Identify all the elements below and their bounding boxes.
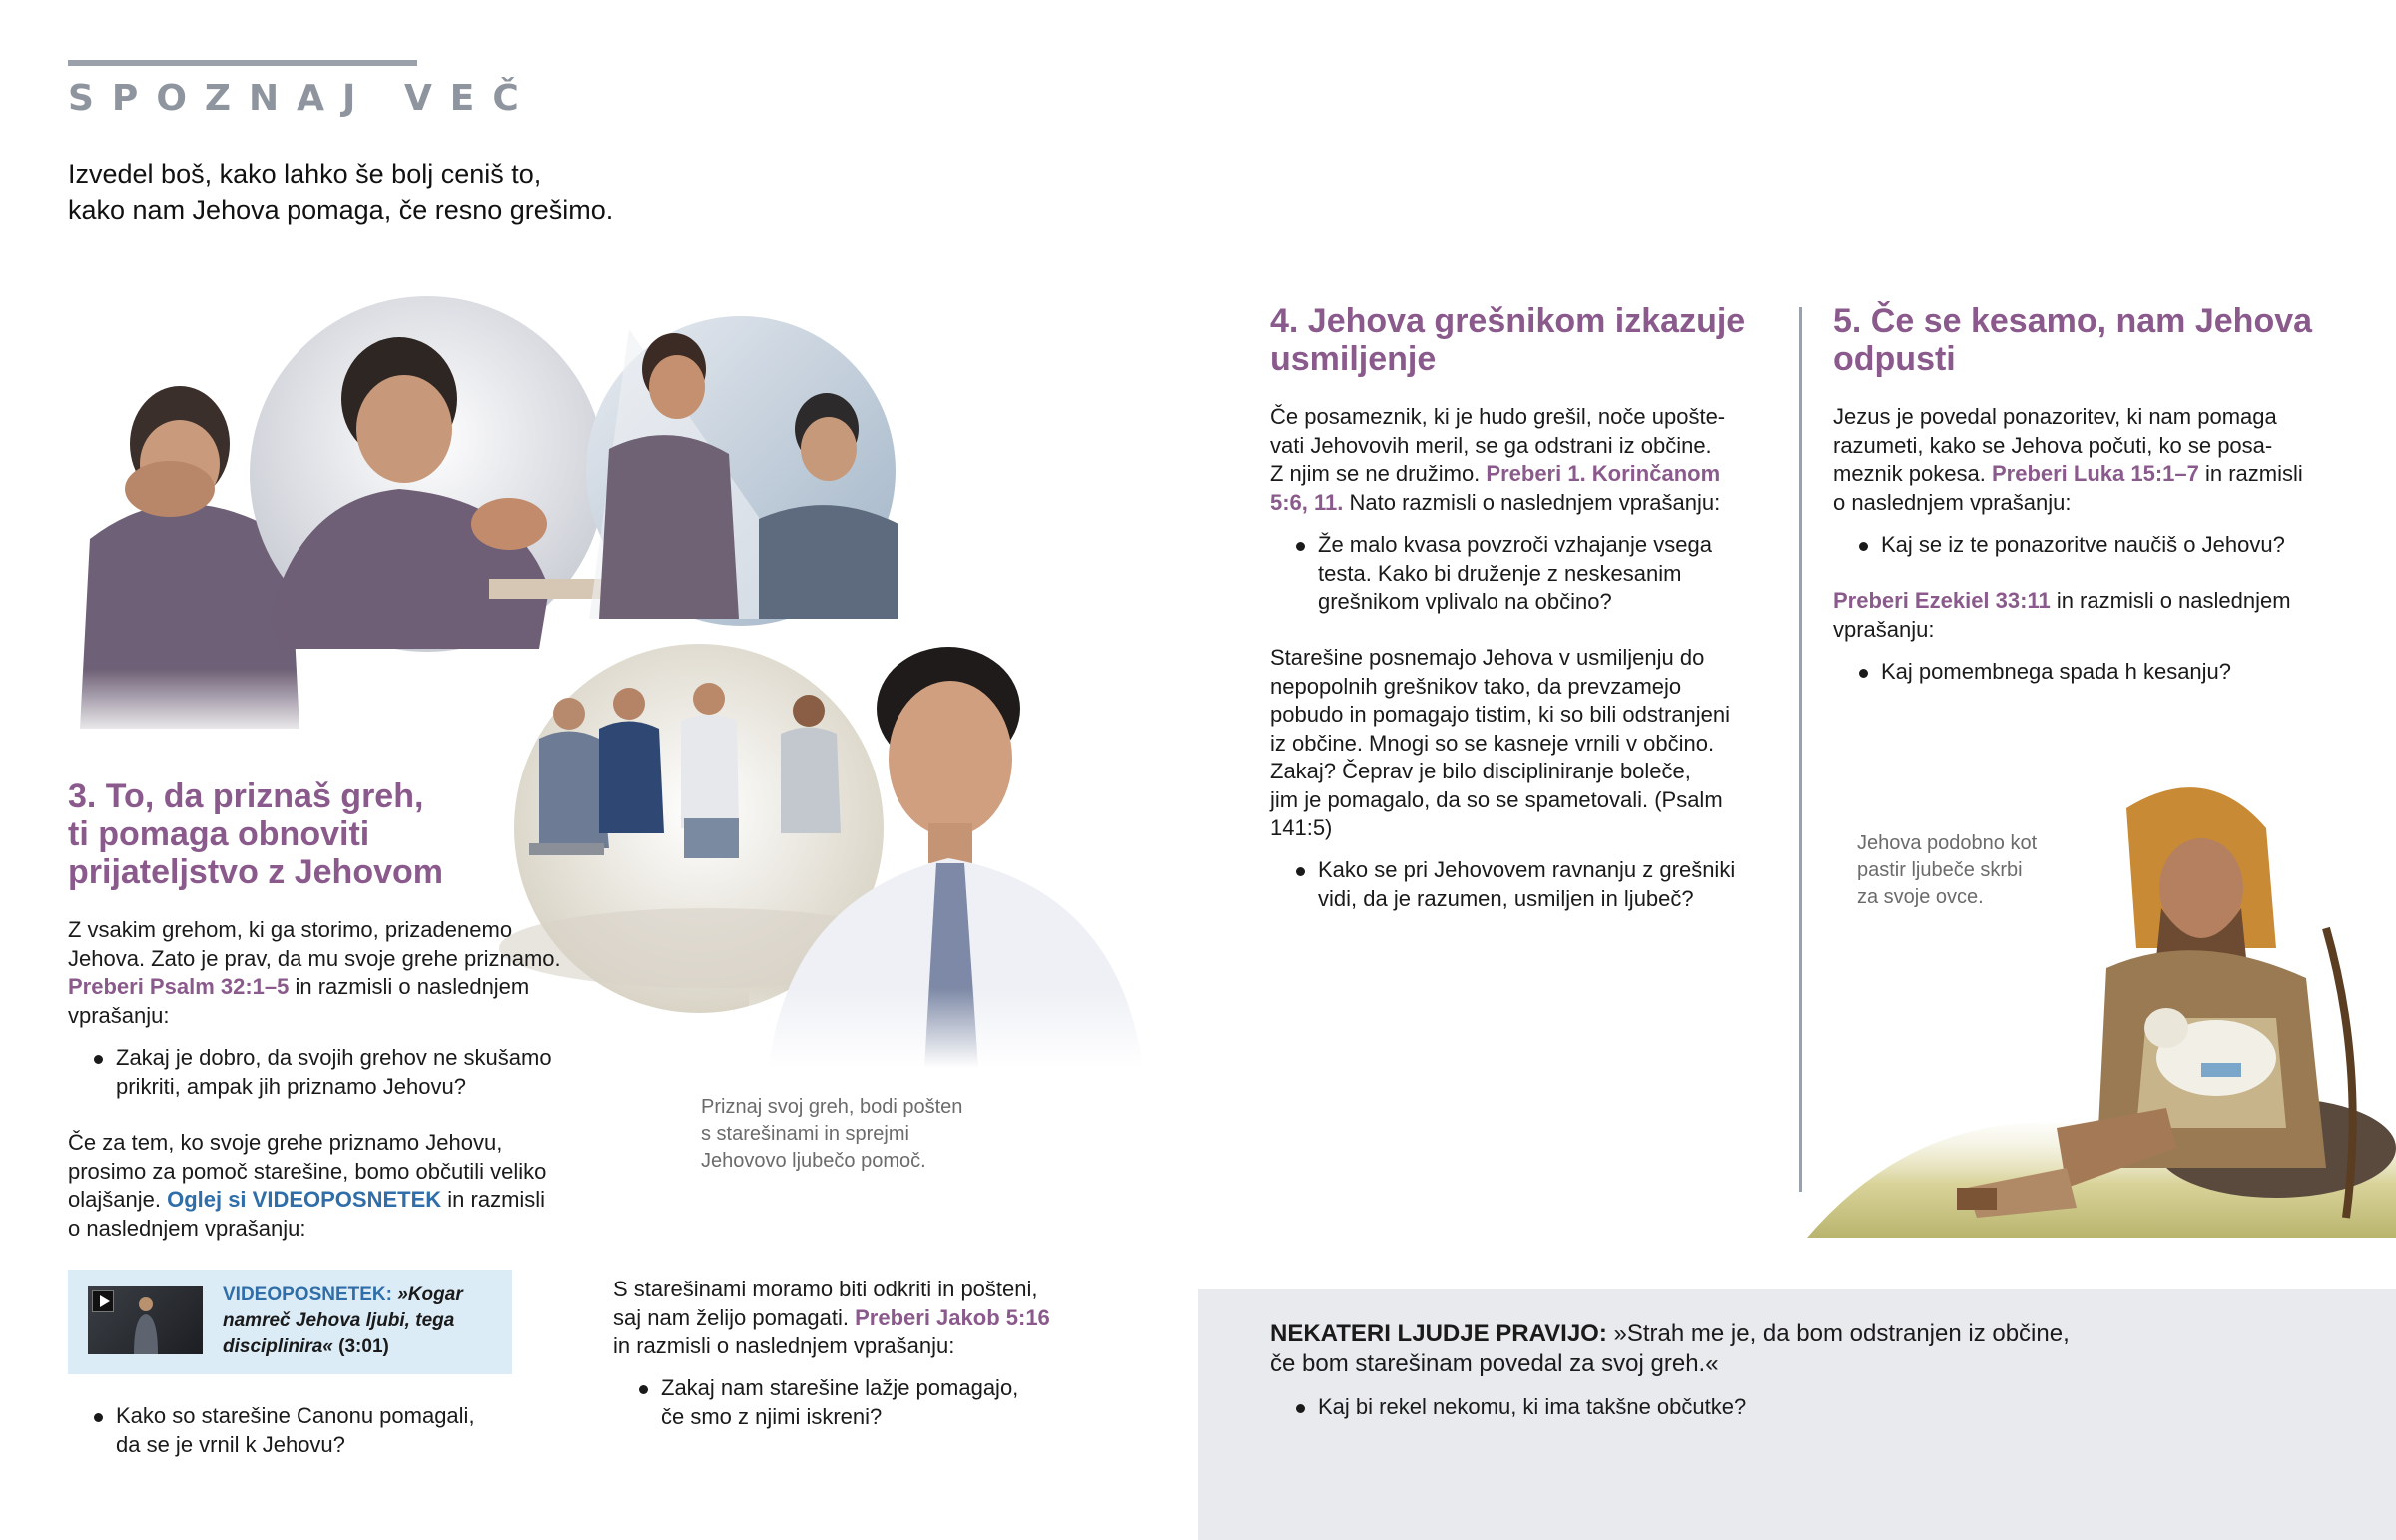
text-line: vprašanju: — [68, 1002, 170, 1028]
scripture-reference-link[interactable]: 5:6, 11. — [1270, 489, 1344, 515]
question-line: Že malo kvasa povzroči vzhajanje vsega — [1318, 532, 1712, 557]
phone-call-circle — [586, 316, 898, 626]
question-line: prikriti, ampak jih priznamo Jehovu? — [116, 1073, 466, 1099]
text-fragment: Z njim se ne družimo. — [1270, 461, 1487, 486]
speaker-icon — [132, 1294, 160, 1354]
text-fragment: in razmisli — [2198, 461, 2303, 486]
text-line: nepopolnih grešnikov tako, da prevzamejo — [1270, 673, 1682, 699]
video-label: VIDEOPOSNETEK: — [223, 1284, 398, 1305]
question-item — [1270, 531, 1779, 617]
question-line: vidi, da je razumen, usmiljen in ljubeč? — [1318, 885, 1694, 911]
section-rule — [68, 60, 417, 66]
question-item: Kaj se iz te ponazoritve naučiš o Jehovu? — [1833, 531, 2372, 560]
praying-man-circle — [250, 296, 609, 652]
section-title: SPOZNAJ VEČ — [68, 78, 537, 119]
section3-heading — [68, 777, 567, 891]
text-fragment: in razmisli o naslednjem — [2050, 588, 2291, 613]
some-say-quote: »Strah me je, da bom odstranjen iz občine, — [1606, 1320, 2070, 1347]
scripture-reference-link[interactable]: Preberi Ezekiel 33:11 — [1833, 588, 2051, 613]
question-line: Zakaj je dobro, da svojih grehov ne skušamo — [116, 1045, 552, 1070]
caption-line: Jehova podobno kot — [1857, 832, 2038, 854]
question-line: grešnikom vplivalo na občino? — [1318, 589, 1612, 614]
question-line: da se je vrnil k Jehovu? — [116, 1431, 345, 1457]
text-line: prosimo za pomoč starešine, bomo občutili veliko — [68, 1158, 547, 1184]
video-card[interactable] — [68, 1270, 512, 1374]
video-title[interactable] — [223, 1283, 502, 1360]
text-line — [1833, 587, 2372, 616]
elders-caption — [701, 1094, 1020, 1175]
text-line: iz občine. Mnogi so se kasneje vrnili v občino. — [1270, 730, 1715, 756]
text-line: jim je pomagalo, da so se spametovali. (Psalm — [1270, 786, 1723, 812]
section5-question2 — [1833, 658, 2372, 687]
section3-paragraph2 — [68, 1129, 627, 1243]
shepherd-caption — [1857, 830, 2116, 911]
shepherd-figure — [2096, 787, 2326, 1168]
text-line: in razmisli o naslednjem vprašanju: — [613, 1333, 955, 1358]
caption-line: za svoje ovce. — [1857, 886, 1984, 908]
question-item: Kaj bi rekel nekomu, ki ima takšne občutke? — [1270, 1393, 2268, 1422]
text-line: Zakaj? Čeprav je bilo discipliniranje boleče, — [1270, 759, 1691, 783]
heading-line: 3. To, da priznaš greh, — [68, 777, 424, 815]
text-line: Jezus je povedal ponazoritev, ki nam pomaga — [1833, 404, 2277, 429]
some-say-label: NEKATERI LJUDJE PRAVIJO: — [1270, 1320, 1607, 1347]
video-thumbnail[interactable] — [88, 1286, 203, 1354]
intro-line: kako nam Jehova pomaga, če resno grešimo. — [68, 195, 614, 225]
text-fragment: meznik pokesa. — [1833, 461, 1992, 486]
intro-text — [68, 156, 767, 228]
text-fragment: Nato razmisli o naslednjem vprašanju: — [1343, 489, 1721, 515]
question-line: če smo z njimi iskreni? — [661, 1403, 883, 1429]
section5-paragraph2 — [1833, 587, 2372, 644]
question-item — [613, 1374, 1172, 1431]
text-line: Če za tem, ko svoje grehe priznamo Jehovu, — [68, 1130, 503, 1155]
text-line — [68, 1186, 627, 1215]
question-item — [68, 1044, 627, 1101]
scripture-reference-link[interactable]: Preberi 1. Korinčanom — [1486, 461, 1721, 486]
heading-line: usmiljenje — [1270, 340, 1437, 378]
section5-paragraph1 — [1833, 403, 2372, 517]
question-line: Kako se pri Jehovovem ravnanju z grešniki — [1318, 857, 1736, 882]
section4-question2 — [1270, 856, 1779, 913]
section3-question1 — [68, 1044, 627, 1101]
section4-paragraph1 — [1270, 403, 1779, 517]
question-item: Kaj pomembnega spada h kesanju? — [1833, 658, 2372, 687]
section4-heading — [1270, 302, 1789, 378]
video-duration: (3:01) — [332, 1336, 389, 1357]
text-line: razumeti, kako se Jehova počuti, ko se posa- — [1833, 432, 2273, 458]
question-line: Zakaj nam starešine lažje pomagajo, — [661, 1375, 1019, 1400]
scripture-reference-link[interactable]: Preberi Jakob 5:16 — [855, 1304, 1050, 1330]
text-line — [68, 973, 627, 1002]
section3-question3 — [613, 1374, 1172, 1431]
heading-line: odpusti — [1833, 340, 1956, 378]
text-line: o naslednjem vprašanju: — [1833, 489, 2072, 515]
text-line: S starešinami moramo biti odkriti in pošteni, — [613, 1277, 1038, 1301]
some-say-text — [1270, 1319, 2348, 1379]
section3-paragraph1 — [68, 916, 627, 1030]
text-fragment: saj nam želijo pomagati. — [613, 1304, 856, 1330]
text-line: vati Jehovovih meril, se ga odstrani iz občine. — [1270, 432, 1712, 458]
scripture-reference-link[interactable]: Preberi Psalm 32:1–5 — [68, 974, 290, 999]
play-icon[interactable] — [92, 1290, 114, 1312]
text-line: Z vsakim grehom, ki ga storimo, prizadenemo — [68, 917, 513, 942]
text-fragment: in razmisli o naslednjem — [289, 974, 530, 999]
text-line: Starešine posnemajo Jehova v usmiljenju do — [1270, 645, 1705, 670]
text-line — [613, 1304, 1172, 1333]
section3-question2 — [68, 1402, 627, 1459]
question-line: testa. Kako bi druženje z neskesanim — [1318, 560, 1682, 586]
caption-line: Priznaj svoj greh, bodi pošten — [701, 1096, 963, 1118]
text-line: Če posameznik, ki je hudo grešil, noče upošte- — [1270, 404, 1726, 429]
text-line: Jehova. Zato je prav, da mu svoje grehe priznamo. — [68, 945, 561, 971]
column-divider — [1799, 307, 1802, 1192]
watch-video-link[interactable]: Oglej si VIDEOPOSNETEK — [167, 1187, 442, 1212]
section3-paragraph3 — [613, 1276, 1172, 1361]
text-fragment: in razmisli — [441, 1187, 546, 1212]
question-item — [1270, 856, 1779, 913]
text-line: o naslednjem vprašanju: — [68, 1215, 306, 1241]
caption-line: s starešinami in sprejmi — [701, 1123, 909, 1145]
text-fragment: olajšanje. — [68, 1187, 168, 1212]
section5-question1 — [1833, 531, 2372, 560]
caption-line: pastir ljubeče skrbi — [1857, 859, 2023, 881]
section4-question1 — [1270, 531, 1779, 617]
section4-paragraph2 — [1270, 644, 1779, 843]
text-line: pobudo in pomagajo tistim, ki so bili odstranjeni — [1270, 702, 1731, 727]
some-say-question — [1270, 1393, 2268, 1422]
heading-line: ti pomaga obnoviti — [68, 815, 370, 853]
question-item — [68, 1402, 627, 1459]
text-line: če bom starešinam povedal za svoj greh.« — [1270, 1350, 1719, 1377]
text-line — [1270, 460, 1779, 489]
text-line — [1270, 489, 1779, 518]
text-line: 141:5) — [1270, 815, 1333, 840]
text-line — [1270, 1319, 2348, 1349]
scripture-reference-link[interactable]: Preberi Luka 15:1–7 — [1991, 461, 2199, 486]
caption-line: Jehovovo ljubečo pomoč. — [701, 1150, 926, 1172]
text-line — [1833, 460, 2372, 489]
heading-line: 5. Če se kesamo, nam Jehova — [1833, 302, 2313, 340]
heading-line: prijateljstvo z Jehovom — [68, 853, 443, 891]
heading-line: 4. Jehova grešnikom izkazuje — [1270, 302, 1746, 340]
section5-heading — [1833, 302, 2372, 378]
question-line: Kako so starešine Canonu pomagali, — [116, 1403, 475, 1428]
video-title-text: »Kogar namreč Jehova ljubi, tega disciplinira« — [223, 1284, 463, 1357]
intro-line: Izvedel boš, kako lahko še bolj ceniš to, — [68, 159, 542, 189]
text-line: vprašanju: — [1833, 616, 1935, 642]
